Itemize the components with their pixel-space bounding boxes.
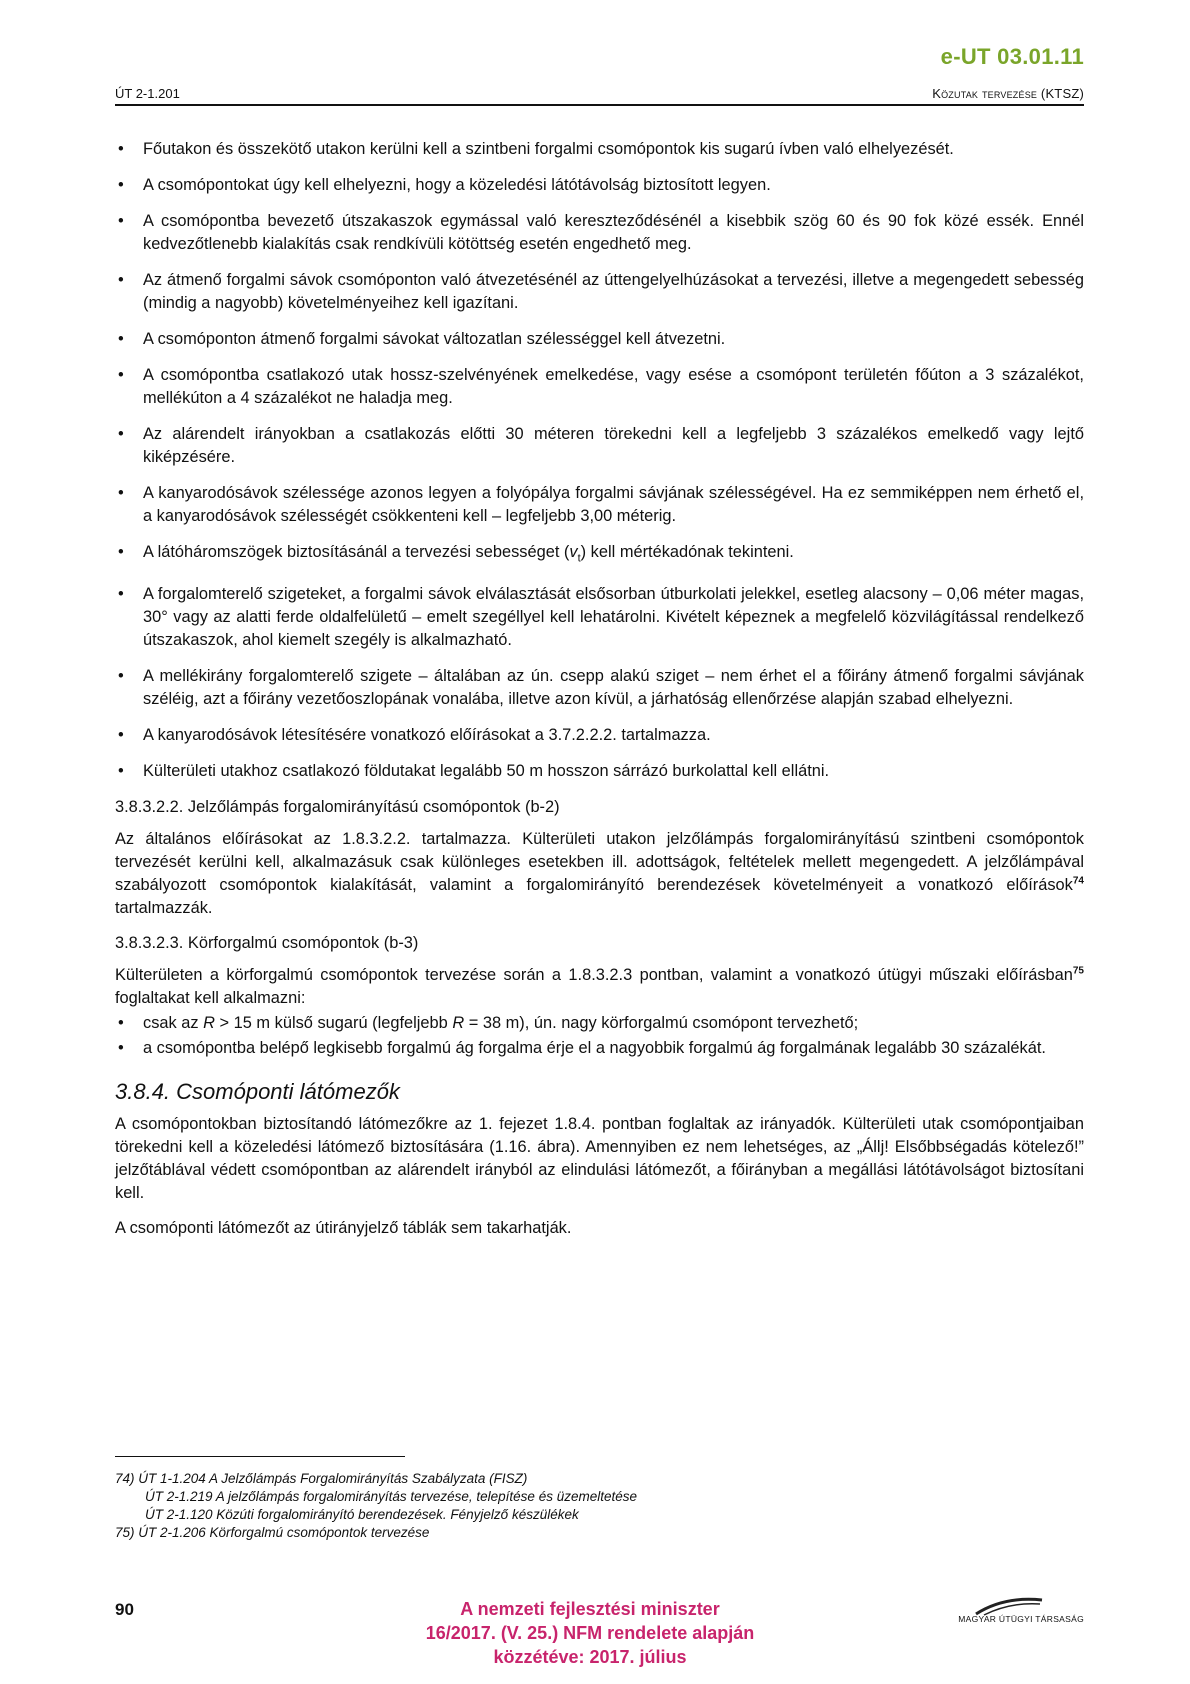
page-header (115, 84, 1084, 106)
requirements-list (115, 138, 1084, 783)
list-item (115, 1012, 1084, 1035)
road-swoosh-icon (974, 1594, 1044, 1616)
brand-code: e-UT 03.01.11 (940, 44, 1084, 69)
text: Külterületen a körforgalmú csomópontok tervezése során a 1.8.3.2.3 pontban, valamint a vonatkozó útügyi műszaki előírásban (115, 966, 1073, 985)
paragraph (115, 828, 1084, 920)
list-item (115, 541, 1084, 570)
header-left: ÚT 2-1.201 (115, 86, 180, 101)
paragraph: A csomópontokban biztosítandó látómezőkre az 1. fejezet 1.8.4. pontban foglaltak az irányadók. Külterületi utak csomópontjaiban törekedni kell a közeledési látómező biztosítására (1.16. ábra). Amennyiben ez nem lehetséges, az „Állj! Elsőbbségadás kötelező!” jelzőtáblával védett csomópontban az alárendelt irányból az elindulási látómezőt, a főirányban a megállási látótávolságot biztosítani kell. (115, 1115, 1084, 1203)
text: = 38 m), ún. nagy körforgalmú csomópont tervezhető; (464, 1014, 859, 1033)
var-sub: t (577, 552, 581, 565)
footnote: ÚT 2-1.120 Közúti forgalomirányító berendezések. Fényjelző készülékek (145, 1507, 579, 1522)
list-item: • A csomópontba bevezető útszakaszok egymással való kereszteződésénél a kisebbik szög 60 és 90 fok közé essék. Ennél kedvezőtlenebb kialakítás csak rendkívüli kötöttség esetén engedhető meg. (115, 210, 1084, 256)
list-item: • Főutakon és összekötő utakon kerülni kell a szintbeni forgalmi csomópontok kis sugarú ívben való elhelyezését. (115, 138, 1084, 161)
footnote-ref: 74 (1072, 875, 1084, 887)
list-item: • Külterületi utakhoz csatlakozó földutakat legalább 50 m hosszon sárrázó burkolattal kell ellátni. (115, 760, 1084, 783)
text: tartalmazzák. (115, 899, 213, 918)
var: v (569, 543, 578, 561)
list-item: • A forgalomterelő szigeteket, a forgalmi sávok elválasztását elsősorban útburkolati jelekkel, esetleg alacsony – 0,06 méter magas, 30° vagy az alatti ferde oldalfelületű – emelt szegéllyel kell lehatárolni. Kivételt képeznek a megfelelő közvilágítással rendelkező útszakaszok, ahol kiemelt szegély is alkalmazható. (115, 583, 1084, 652)
text: Az általános előírásokat az 1.8.3.2.2. tartalmazza. Külterületi utakon jelzőlámpás forgalomirányítású szintbeni csomópontok tervezését kerülni kell, alkalmazásuk csak különleges esetekben ill. adottságok, feltételek mellett megengedett. A jelzőlámpával szabályozott csomópontok kialakítását, valamint a forgalomirányító berendezések követelményeit a vonatkozó előírások (115, 830, 1084, 895)
list-item: • A mellékirány forgalomterelő szigete – általában az ún. csepp alakú sziget – nem érhet el a főirány átmenő forgalmi sávjának széléig, azt a főirány vezetőoszlopának vonalába, illetve azon kívül, a járhatóság ellenőrzése alapján szabad elhelyezni. (115, 665, 1084, 711)
list-item: • A csomóponton átmenő forgalmi sávokat változatlan szélességgel kell átvezetni. (115, 328, 1084, 351)
list-item: • a csomópontba belépő legkisebb forgalmú ág forgalma érje el a nagyobbik forgalmú ág forgalmának legalább 30 százalékát. (115, 1037, 1084, 1060)
main-content (115, 138, 1084, 1252)
section-title: 3.8.3.2.2. Jelzőlámpás forgalomirányítású csomópontok (b-2) (115, 798, 560, 817)
note-line: 16/2017. (V. 25.) NFM rendelete alapján (425, 1623, 755, 1643)
var: R (203, 1014, 215, 1033)
footnote-divider (115, 1456, 405, 1457)
list-item: • A kanyarodósávok létesítésére vonatkozó előírásokat a 3.7.2.2.2. tartalmazza. (115, 724, 1084, 747)
footnote-ref: 75 (1072, 965, 1084, 977)
logo-text: MAGYAR ÚTÜGYI TÁRSASÁG (958, 1614, 1084, 1624)
section-title: 3.8.3.2.3. Körforgalmú csomópontok (b-3) (115, 934, 419, 953)
text: ) kell mértékadónak tekinteni. (580, 543, 794, 561)
page-number: 90 (115, 1600, 134, 1619)
text: A látóháromszögek biztosításánál a tervezési sebességet ( (143, 543, 570, 561)
footnote: ÚT 2-1.219 A jelzőlámpás forgalomirányítás tervezése, telepítése és üzemeltetése (145, 1489, 637, 1504)
note-line: közzétéve: 2017. július (493, 1647, 687, 1667)
list-item: • Az átmenő forgalmi sávok csomóponton való átvezetésénél az úttengelyelhúzásokat a tervezési, illetve a megengedett sebesség (mindig a nagyobb) követelményeihez kell igazítani. (115, 269, 1084, 315)
roundabout-list (115, 1012, 1084, 1060)
text: foglaltakat kell alkalmazni: (115, 989, 306, 1008)
list-item: • A csomópontba csatlakozó utak hossz-szelvényének emelkedése, vagy esése a csomópont területén főúton a 3 százalékot, mellékúton a 4 százalékot ne haladja meg. (115, 364, 1084, 410)
paragraph: A csomóponti látómezőt az útirányjelző táblák sem takarhatják. (115, 1219, 572, 1238)
footnote: 75) ÚT 2-1.206 Körforgalmú csomópontok tervezése (115, 1525, 430, 1540)
header-right: Közutak tervezése (KTSZ) (932, 86, 1084, 101)
list-item: • A csomópontokat úgy kell elhelyezni, hogy a közeledési látótávolság biztosított legyen. (115, 174, 1084, 197)
text: > 15 m külső sugarú (legfeljebb (214, 1014, 453, 1033)
footnotes (115, 1470, 637, 1542)
list-item: • A kanyarodósávok szélessége azonos legyen a folyópálya forgalmi sávjának szélességével. Ha ez semmiképpen nem érhető el, a kanyarodósávok szélességét csökkenteni kell – legfeljebb 3,00 méterig. (115, 482, 1084, 528)
list-item: • Az alárendelt irányokban a csatlakozás előtti 30 méteren törekedni kell a legfeljebb 3 százalékos emelkedő vagy lejtő kiképzésére. (115, 423, 1084, 469)
footnote: 74) ÚT 1-1.204 A Jelzőlámpás Forgalomirányítás Szabályzata (FISZ) (115, 1471, 528, 1486)
section-heading: 3.8.4. Csomóponti látómezők (115, 1079, 400, 1105)
publication-note (360, 1597, 820, 1669)
paragraph (115, 964, 1084, 1010)
note-line: A nemzeti fejlesztési miniszter (460, 1599, 720, 1619)
var: R (452, 1014, 465, 1033)
text: csak az (143, 1014, 204, 1033)
society-logo (934, 1594, 1084, 1624)
